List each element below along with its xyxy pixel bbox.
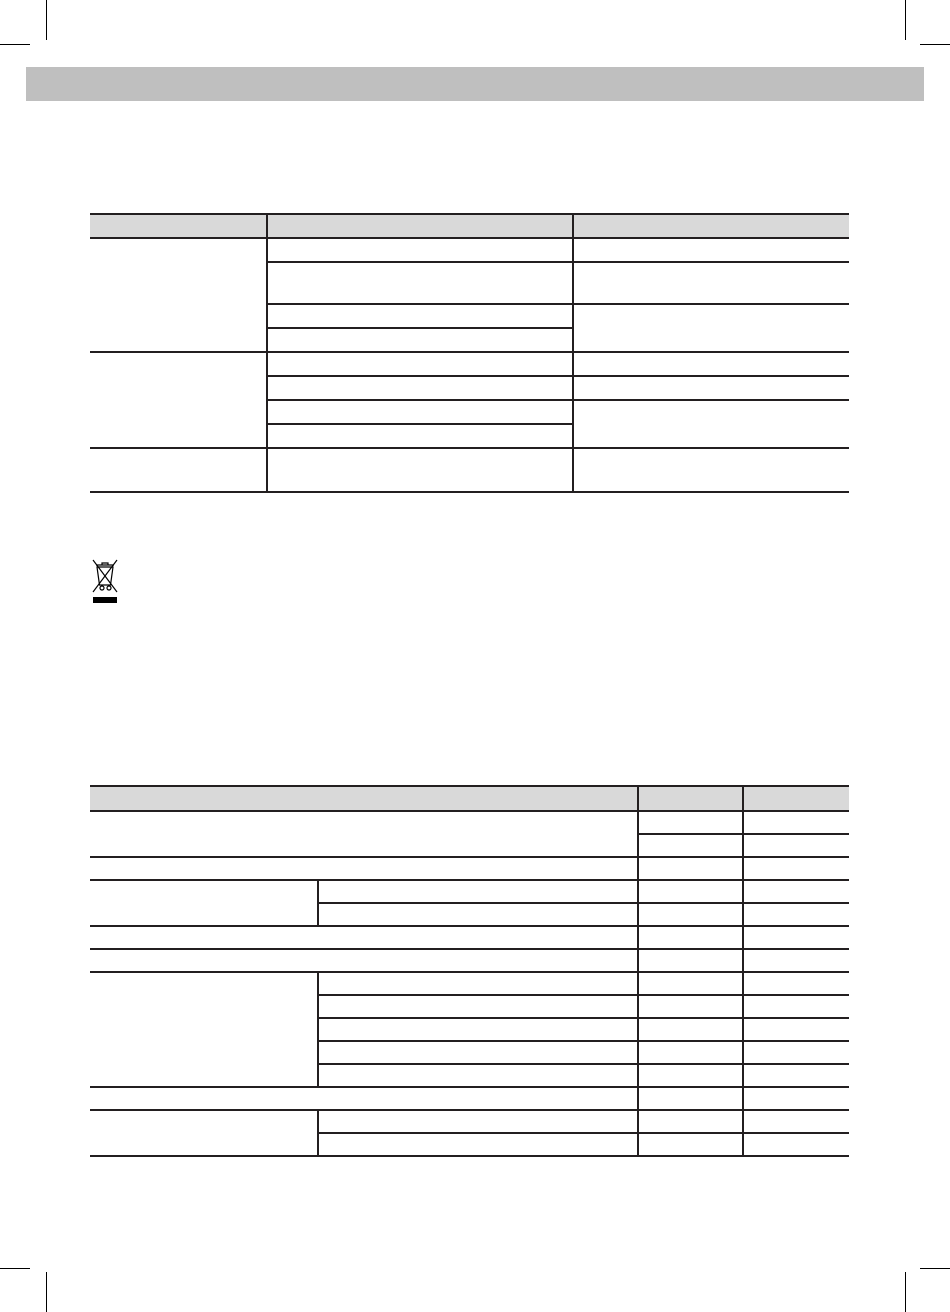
- table-cell: [573, 376, 849, 400]
- table-cell: [318, 1041, 638, 1064]
- table-cell: [638, 1064, 743, 1087]
- table-cell: [743, 1133, 849, 1156]
- table-row: [90, 949, 849, 972]
- table-cell: [267, 328, 573, 352]
- crop-mark-top-left-h: [0, 44, 30, 45]
- table-cell: [90, 926, 638, 949]
- table-cell: [638, 1018, 743, 1041]
- table-row: [90, 926, 849, 949]
- table-cell: [267, 238, 573, 262]
- table-cell: [743, 1041, 849, 1064]
- table-cell: [318, 995, 638, 1018]
- table-row: [90, 811, 849, 834]
- table-cell: [638, 995, 743, 1018]
- crop-mark-top-left-v: [46, 0, 47, 40]
- table-cell: [90, 857, 638, 880]
- table-cell: [743, 972, 849, 995]
- table-cell: [638, 880, 743, 903]
- table-cell: [743, 811, 849, 834]
- crop-mark-top-right-v: [905, 0, 906, 40]
- table-row: [90, 880, 849, 903]
- table-cell: [638, 949, 743, 972]
- merged-cell: [90, 811, 638, 857]
- table-cell: [318, 903, 638, 926]
- table-cell: [743, 1064, 849, 1087]
- table-cell: [743, 880, 849, 903]
- table-cell: [267, 352, 573, 376]
- table-cell: [90, 448, 267, 492]
- table-cell: [638, 903, 743, 926]
- table-cell: [743, 949, 849, 972]
- group-cell: [90, 1110, 318, 1156]
- merged-cell: [573, 304, 849, 352]
- table-cell: [318, 1133, 638, 1156]
- table-cell: [573, 352, 849, 376]
- table-cell: [638, 1041, 743, 1064]
- section-header-bar: [26, 67, 924, 101]
- table-cell: [573, 262, 849, 304]
- table-row: [90, 972, 849, 995]
- table-cell: [743, 1110, 849, 1133]
- table-cell: [743, 926, 849, 949]
- table-row: [90, 1110, 849, 1133]
- table-two: [90, 785, 849, 1157]
- table-cell: [267, 424, 573, 448]
- table-cell: [743, 903, 849, 926]
- header-cell: [638, 786, 743, 811]
- table-one: [90, 213, 849, 493]
- crossed-out-wheelie-bin-icon: [90, 557, 120, 605]
- table-row: [90, 352, 849, 376]
- table-cell: [318, 1110, 638, 1133]
- table-cell: [638, 811, 743, 834]
- table-cell: [743, 1018, 849, 1041]
- table-cell: [90, 949, 638, 972]
- table-cell: [743, 857, 849, 880]
- crop-mark-top-right-h: [920, 44, 950, 45]
- crop-mark-bottom-right-h: [920, 1268, 950, 1269]
- header-cell: [90, 214, 267, 238]
- table-row: [90, 1087, 849, 1110]
- table-cell: [318, 972, 638, 995]
- crop-mark-bottom-left-v: [46, 1272, 47, 1312]
- table-cell: [573, 238, 849, 262]
- merged-cell: [573, 400, 849, 448]
- table-row: [90, 448, 849, 492]
- group-cell: [90, 238, 267, 352]
- crop-mark-bottom-right-v: [905, 1272, 906, 1312]
- header-cell: [267, 214, 573, 238]
- table-cell: [638, 1110, 743, 1133]
- table-cell: [638, 1133, 743, 1156]
- group-cell: [90, 972, 318, 1087]
- table-cell: [638, 972, 743, 995]
- table-cell: [267, 376, 573, 400]
- table-cell: [267, 262, 573, 304]
- header-cell: [573, 214, 849, 238]
- table-cell: [318, 1064, 638, 1087]
- table-cell: [638, 926, 743, 949]
- table-cell: [267, 304, 573, 328]
- table-header-row: [90, 786, 849, 811]
- table-cell: [267, 448, 573, 492]
- table-row: [90, 238, 849, 262]
- table-row: [90, 857, 849, 880]
- table-cell: [318, 880, 638, 903]
- table-cell: [743, 834, 849, 857]
- table-cell: [638, 834, 743, 857]
- table-cell: [90, 1087, 638, 1110]
- crop-mark-bottom-left-h: [0, 1268, 30, 1269]
- table-cell: [743, 1087, 849, 1110]
- table-cell: [743, 995, 849, 1018]
- header-cell: [743, 786, 849, 811]
- group-cell: [90, 352, 267, 448]
- table-cell: [573, 448, 849, 492]
- group-cell: [90, 880, 318, 926]
- header-cell: [90, 786, 638, 811]
- table-header-row: [90, 214, 849, 238]
- table-cell: [318, 1018, 638, 1041]
- table-cell: [638, 857, 743, 880]
- table-cell: [638, 1087, 743, 1110]
- table-cell: [267, 400, 573, 424]
